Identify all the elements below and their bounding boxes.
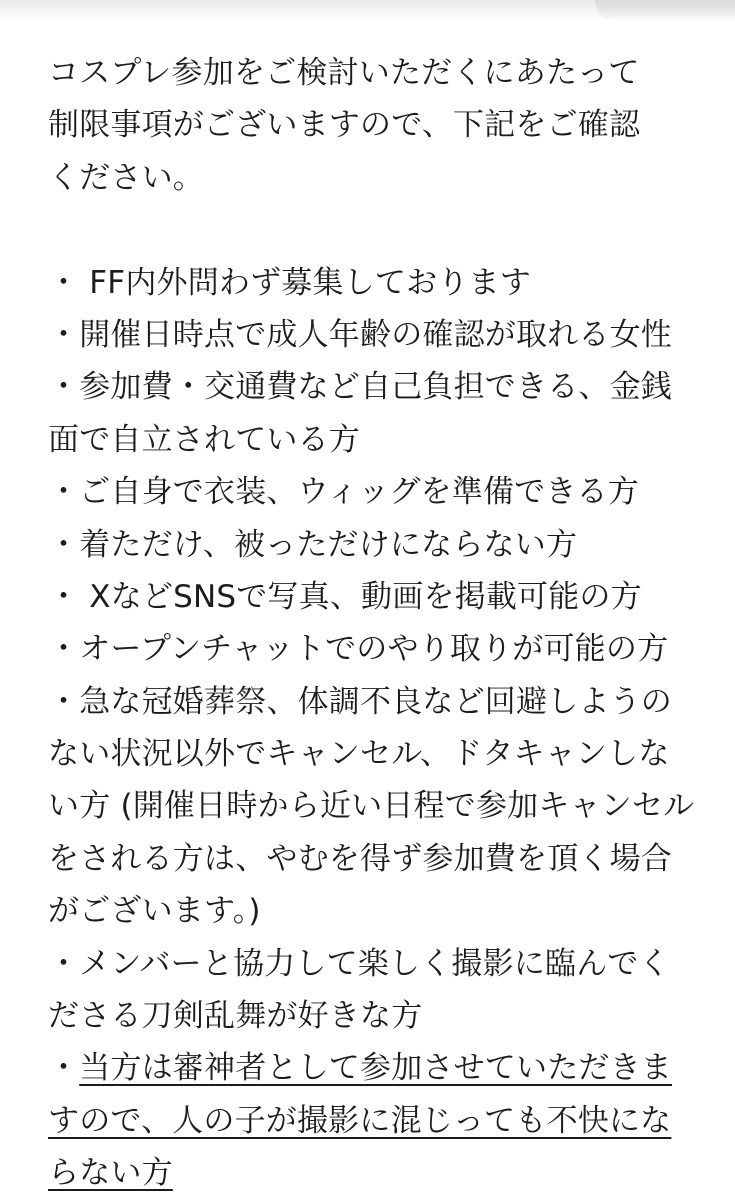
document-body — [48, 47, 698, 1200]
condition-line: 面で自立されている方 — [48, 421, 360, 458]
underlined-text: 当方は審神者として参加させていただきま — [79, 1050, 673, 1087]
intro-line: 制限事項がございますので、下記をご確認 — [48, 107, 641, 144]
intro-line: ください。 — [48, 159, 204, 196]
condition-line: ・参加費・交通費など自己負担できる、金銭 — [48, 369, 672, 406]
underlined-text: すので、人の子が撮影に混じっても不快にな — [48, 1102, 672, 1139]
condition-line: ・ FF内外問わず募集しております — [48, 264, 531, 301]
underlined-condition-line-3 — [48, 1147, 698, 1199]
condition-line: をされる方は、やむを得ず参加費を頂く場合 — [48, 840, 672, 877]
condition-line: ださる刀剣乱舞が好きな方 — [48, 998, 423, 1035]
intro-line: コスプレ参加をご検討いただくにあたって — [48, 55, 640, 91]
top-right-shadow — [595, 0, 735, 22]
underlined-condition-line-2 — [48, 1095, 698, 1147]
condition-bullet: ・ — [48, 1050, 80, 1087]
condition-line: ・着ただけ、被っただけにならない方 — [48, 526, 578, 563]
condition-line: ・メンバーと協力して楽しく撮影に臨んでく — [48, 945, 670, 982]
condition-line: がございます。) — [48, 893, 261, 930]
condition-line: い方 (開催日時から近い日程で参加キャンセル — [48, 788, 695, 825]
condition-line: ・ご自身で衣装、ウィッグを準備できる方 — [48, 474, 639, 511]
underlined-text: らない方 — [48, 1155, 173, 1192]
condition-line: ない状況以外でキャンセル、ドタキャンしな — [48, 736, 670, 773]
condition-line: ・急な冠婚葬祭、体調不良など回避しようの — [48, 683, 672, 720]
blank-line — [48, 204, 698, 256]
condition-line: ・ XなどSNSで写真、動画を掲載可能の方 — [48, 578, 642, 615]
condition-line: ・開催日時点で成人年齢の確認が取れる女性 — [48, 316, 672, 353]
underlined-condition-line-1 — [48, 1042, 698, 1094]
condition-line: ・オープンチャットでのやり取りが可能の方 — [48, 631, 669, 668]
